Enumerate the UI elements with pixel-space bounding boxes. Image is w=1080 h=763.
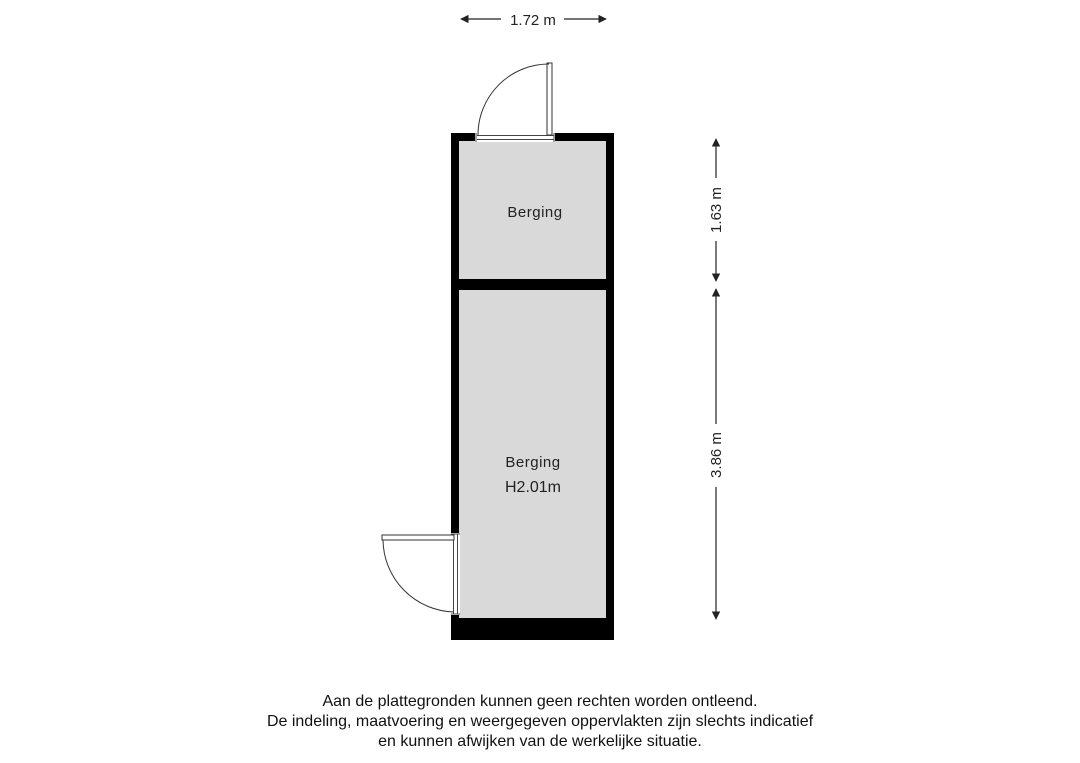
dimension-label-width: 1.72 m [510, 12, 556, 29]
dimension-label-height-lower: 3.86 m [708, 432, 725, 478]
disclaimer-line-3: en kunnen afwijken van de werkelijke situatie. [378, 733, 702, 750]
dimension-height-lower [708, 289, 725, 619]
room-label-lower: Berging [505, 454, 561, 471]
dimension-width-top [461, 12, 606, 29]
disclaimer-line-2: De indeling, maatvoering en weergegeven oppervlakten zijn slechts indicatief [266, 713, 814, 730]
disclaimer [140, 692, 940, 752]
room-height-lower: H2.01m [504, 479, 562, 496]
door-top [475, 63, 555, 142]
door-left [382, 533, 460, 615]
room-label-upper: Berging [507, 204, 563, 221]
dimension-label-height-upper: 1.63 m [708, 187, 725, 233]
disclaimer-line-1: Aan de plattegronden kunnen geen rechten worden ontleend. [322, 693, 758, 710]
dimension-height-upper [708, 139, 725, 281]
